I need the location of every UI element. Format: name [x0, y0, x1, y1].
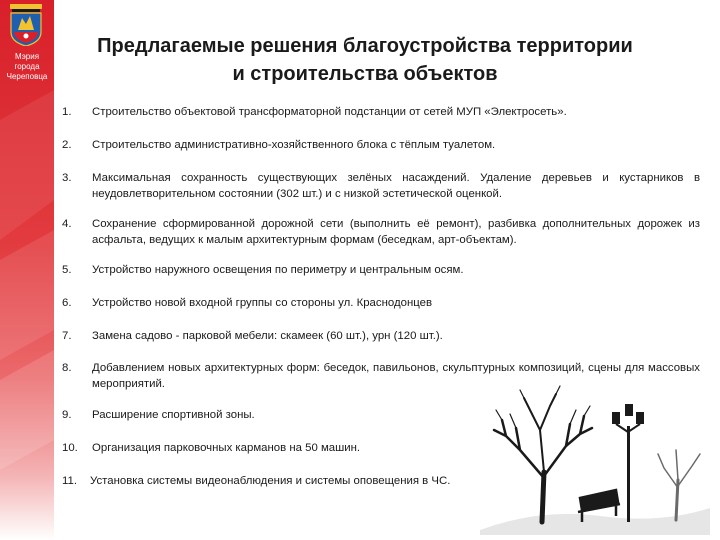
item-number: 3.: [62, 172, 72, 184]
item-text: Расширение спортивной зоны.: [92, 409, 255, 421]
page-title: [60, 32, 670, 88]
list-item: [62, 216, 700, 248]
item-number: 6.: [62, 297, 72, 309]
caption-line: Мэрия: [14, 52, 40, 61]
title-line-2: и строительства объектов: [232, 63, 498, 85]
item-text: Добавлением новых архитектурных форм: беседок, павильонов, скульптурных композиций, сцены для массовых мероприятий.: [92, 362, 700, 390]
small-tree-icon: [658, 450, 700, 520]
list-item: [62, 295, 700, 311]
list-item: [62, 137, 700, 153]
title-line-1: Предлагаемые решения благоустройства территории: [97, 35, 633, 57]
item-number: 2.: [62, 139, 72, 151]
item-text: Устройство наружного освещения по периметру и центральным осям.: [92, 264, 464, 276]
item-number: 9.: [62, 409, 72, 421]
park-illustration: [480, 380, 710, 535]
item-text: Сохранение сформированной дорожной сети (выполнить её ремонт), разбивка дополнительных дорожек из асфальта, ведущих к малым архитектурным формам (беседкам, арт-объектам).: [92, 218, 700, 246]
list-item: [62, 104, 700, 120]
caption-line: города: [14, 62, 40, 71]
item-number: 1.: [62, 106, 72, 118]
sidebar-banner: [0, 0, 54, 540]
item-text: Строительство объектовой трансформаторной подстанции от сетей МУП «Электросеть».: [92, 106, 567, 118]
list-item: [62, 328, 700, 344]
list-item: [62, 262, 700, 278]
list-item: [62, 170, 700, 202]
item-number: 4.: [62, 218, 72, 230]
item-text: Устройство новой входной группы со стороны ул. Краснодонцев: [92, 297, 433, 309]
city-hall-caption: [0, 52, 54, 82]
item-text: Строительство административно-хозяйственного блока с тёплым туалетом.: [92, 139, 496, 151]
item-number: 7.: [62, 330, 72, 342]
tree-icon: [494, 386, 592, 522]
item-number: 11.: [62, 475, 77, 487]
item-number: 8.: [62, 362, 72, 374]
item-text: Установка системы видеонаблюдения и системы оповещения в ЧС.: [90, 475, 451, 487]
item-text: Замена садово - парковой мебели: скамеек (60 шт.), урн (120 шт.).: [92, 330, 443, 342]
item-number: 5.: [62, 264, 72, 276]
caption-line: Череповца: [6, 72, 48, 81]
item-text: Организация парковочных карманов на 50 машин.: [92, 442, 361, 454]
item-number: 10.: [62, 442, 78, 454]
city-crest-icon: [10, 4, 42, 46]
item-text: Максимальная сохранность существующих зелёных насаждений. Удаление деревьев и кустарников в неудовлетворительном состоянии (302 шт.) и с низкой эстетической оценкой.: [92, 172, 700, 200]
